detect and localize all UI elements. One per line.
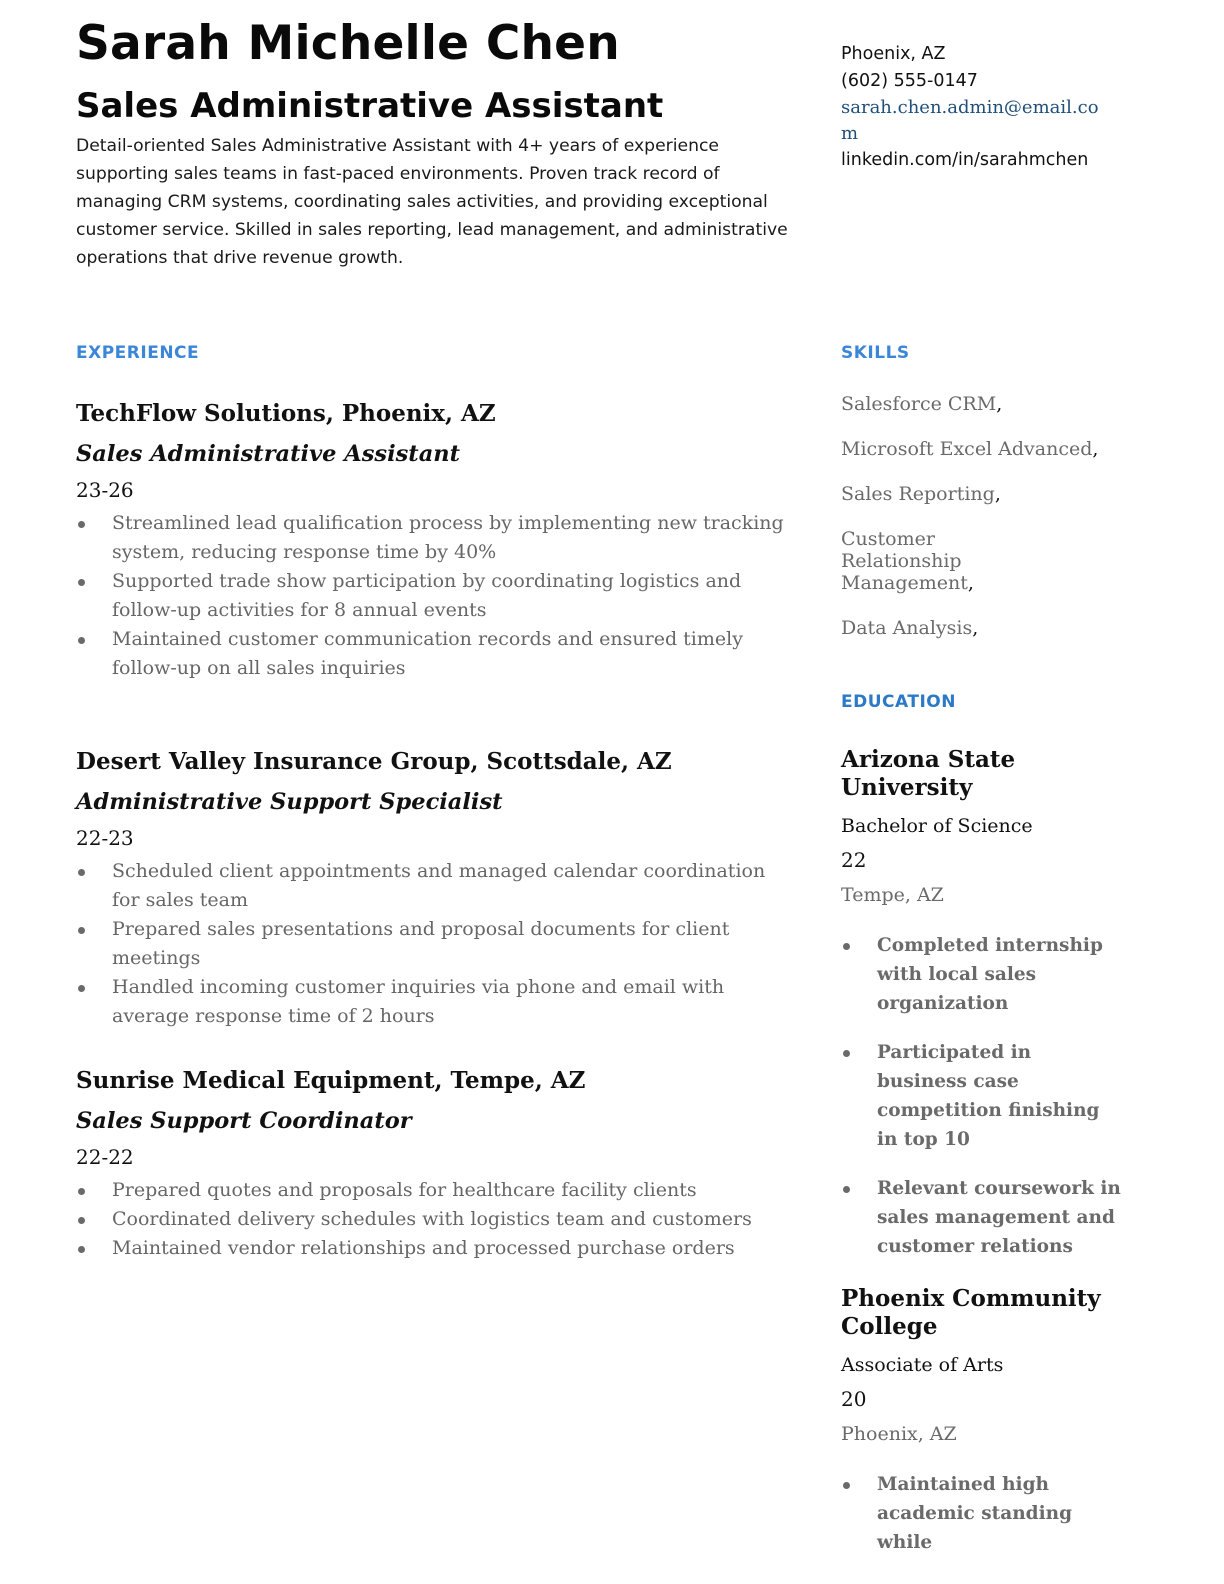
job-role: Sales Administrative Assistant: [76, 441, 461, 467]
school-location: Tempe, AZ: [841, 884, 944, 906]
graduation-year: 20: [841, 1387, 867, 1411]
education-entry: [841, 746, 1121, 1281]
candidate-title: Sales Administrative Assistant: [76, 86, 664, 126]
skills-list: [841, 393, 1121, 662]
education-bullets: [841, 1470, 1121, 1557]
experience-entry: [76, 747, 796, 1031]
list-item: Relevant coursework in sales management and customer relations: [841, 1174, 1121, 1261]
skill-separator: ,: [1092, 438, 1099, 460]
list-item: Streamlined lead qualification process by implementing new tracking system, reducing response time by 40%: [76, 509, 796, 567]
job-bullets: [76, 857, 796, 1031]
skill-item: [841, 483, 1121, 505]
skill-item: [841, 617, 1121, 639]
skill-separator: ,: [996, 393, 1003, 415]
education-bullets: [841, 931, 1121, 1261]
list-item: Maintained customer communication records and ensured timely follow-up on all sales inquiries: [76, 625, 796, 683]
candidate-name: Sarah Michelle Chen: [76, 16, 620, 71]
job-role: Sales Support Coordinator: [76, 1108, 412, 1134]
skill-separator: ,: [967, 572, 974, 594]
skill-separator: ,: [994, 483, 1001, 505]
skill-item: [841, 393, 1121, 415]
professional-summary: Detail-oriented Sales Administrative Assistant with 4+ years of experience supporting sales teams in fast-paced environments. Proven track record of managing CRM systems, coordinating sales activities, and providing exceptional customer service. Skilled in sales reporting, lead management, and administrative operations that drive revenue growth.: [76, 136, 788, 268]
skill-label: Customer Relationship Management: [841, 528, 968, 594]
graduation-year: 22: [841, 848, 867, 872]
contact-block: [841, 41, 1103, 174]
job-dates: 22-23: [76, 826, 134, 850]
skill-label: Data Analysis: [841, 617, 973, 639]
experience-entry: [76, 1066, 796, 1263]
job-bullets: [76, 509, 796, 683]
contact-location: Phoenix, AZ: [841, 44, 946, 64]
skill-item: [841, 438, 1121, 460]
list-item: Coordinated delivery schedules with logistics team and customers: [76, 1205, 796, 1234]
degree: Bachelor of Science: [841, 815, 1033, 837]
contact-phone: (602) 555-0147: [841, 71, 978, 91]
list-item: Participated in business case competition finishing in top 10: [841, 1038, 1121, 1154]
list-item: Completed internship with local sales organization: [841, 931, 1121, 1018]
contact-email-link[interactable]: sarah.chen.admin@email.com: [841, 97, 1099, 144]
school-name: Arizona State University: [841, 746, 1016, 801]
company-name: Sunrise Medical Equipment, Tempe, AZ: [76, 1067, 586, 1094]
skill-separator: ,: [972, 617, 979, 639]
company-name: TechFlow Solutions, Phoenix, AZ: [76, 400, 496, 427]
experience-entry: [76, 399, 796, 683]
skill-label: Salesforce CRM: [841, 393, 997, 415]
experience-heading: EXPERIENCE: [76, 343, 200, 363]
education-heading: EDUCATION: [841, 692, 956, 712]
list-item: Scheduled client appointments and managed calendar coordination for sales team: [76, 857, 796, 915]
list-item: Prepared quotes and proposals for healthcare facility clients: [76, 1176, 796, 1205]
job-dates: 23-26: [76, 478, 134, 502]
job-role: Administrative Support Specialist: [76, 789, 503, 815]
list-item: Maintained vendor relationships and processed purchase orders: [76, 1234, 796, 1263]
skills-heading: SKILLS: [841, 343, 910, 363]
degree: Associate of Arts: [841, 1354, 1004, 1376]
school-location: Phoenix, AZ: [841, 1423, 957, 1445]
school-name: Phoenix Community College: [841, 1285, 1101, 1340]
job-bullets: [76, 1176, 796, 1263]
list-item: Prepared sales presentations and proposal documents for client meetings: [76, 915, 796, 973]
education-entry: [841, 1285, 1121, 1577]
list-item: Supported trade show participation by coordinating logistics and follow-up activities for 8 annual events: [76, 567, 796, 625]
company-name: Desert Valley Insurance Group, Scottsdale, AZ: [76, 748, 672, 775]
skill-label: Microsoft Excel Advanced: [841, 438, 1093, 460]
job-dates: 22-22: [76, 1145, 134, 1169]
skill-label: Sales Reporting: [841, 483, 995, 505]
list-item: Maintained high academic standing while: [841, 1470, 1121, 1557]
skill-item: [841, 528, 1056, 594]
list-item: Handled incoming customer inquiries via phone and email with average response time of 2 hours: [76, 973, 796, 1031]
contact-linkedin[interactable]: linkedin.com/in/sarahmchen: [841, 150, 1089, 170]
